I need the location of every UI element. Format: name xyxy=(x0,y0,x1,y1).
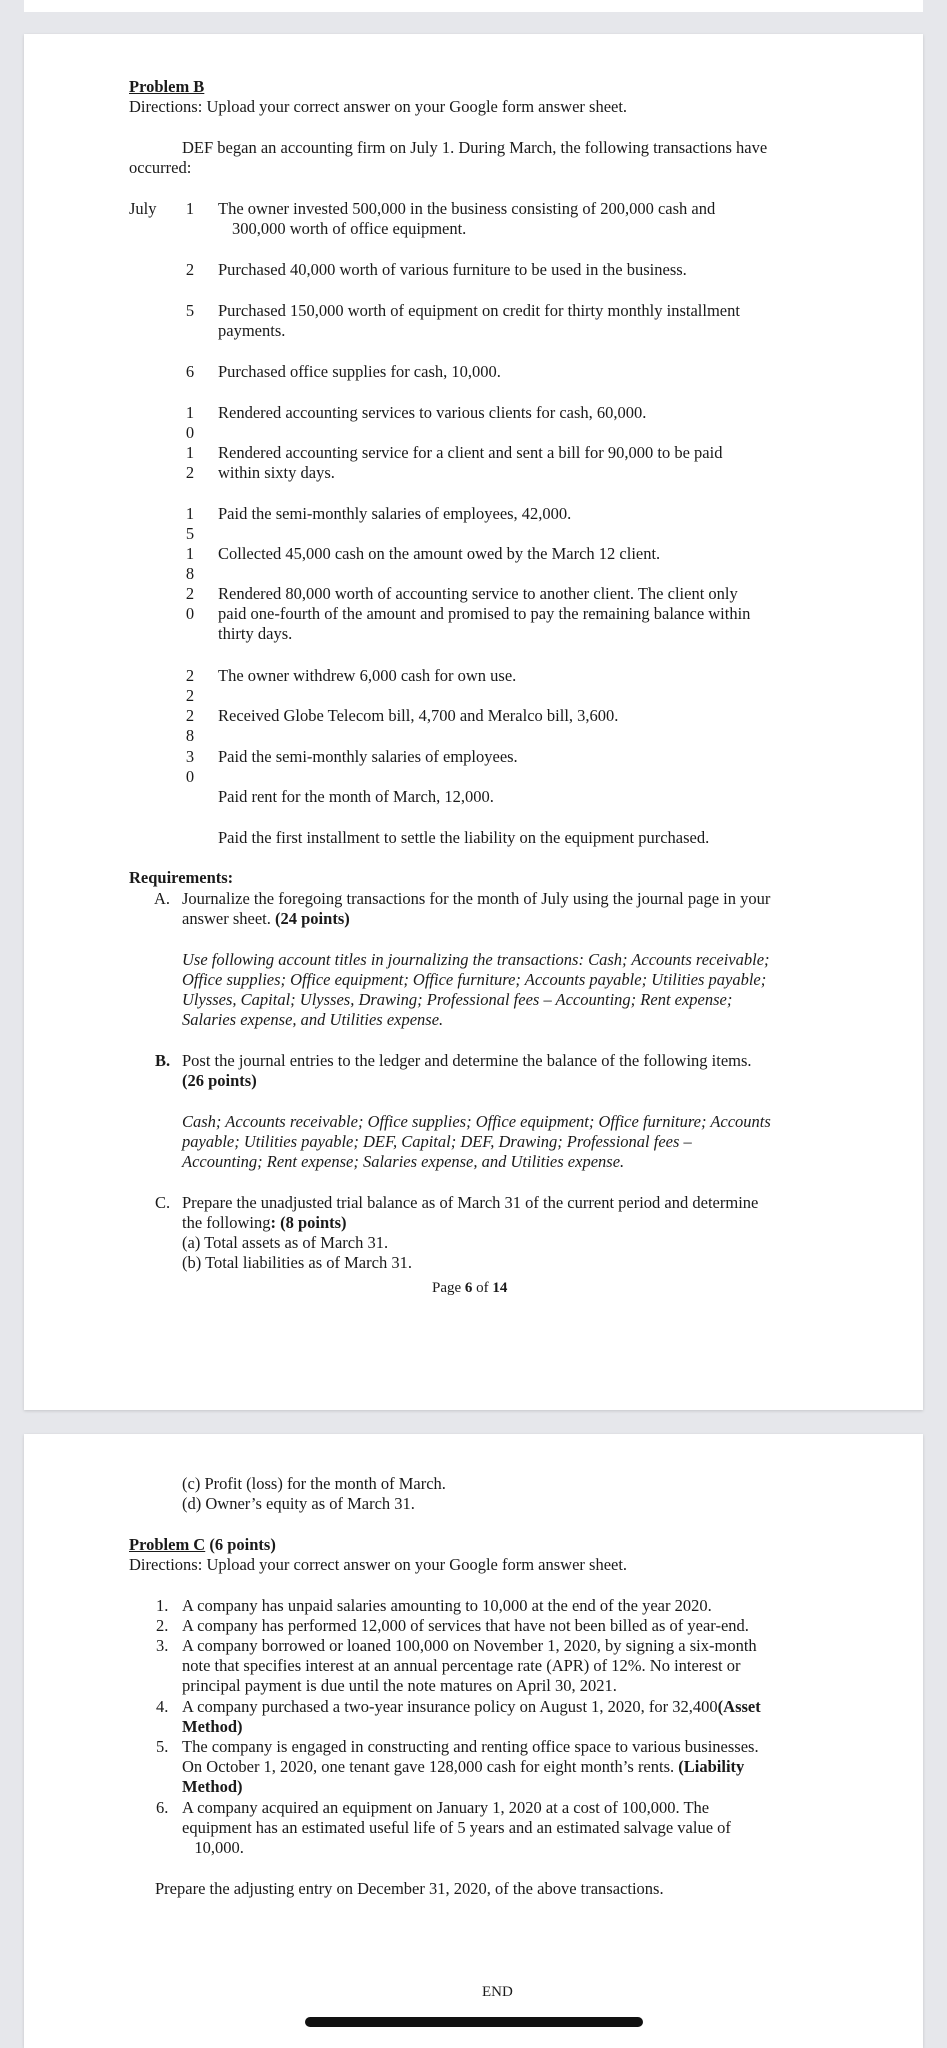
stacked-digit: 3 xyxy=(185,747,195,766)
intro-line-1: DEF began an accounting firm on July 1. During March, the following transactions have xyxy=(182,138,768,157)
item-text: A company acquired an equipment on January 1, 2020 at a cost of 100,000. The xyxy=(182,1798,710,1817)
transaction-text: Paid the semi-monthly salaries of employees. xyxy=(218,747,518,766)
item-text: A company borrowed or loaned 100,000 on November 1, 2020, by signing a six-month xyxy=(182,1636,757,1655)
item-text: equipment has an estimated useful life of 5 years and an estimated salvage value of xyxy=(182,1818,731,1837)
stacked-digit: 1 xyxy=(185,544,195,563)
day-number: 6 xyxy=(185,362,195,381)
transaction-text: Rendered accounting services to various clients for cash, 60,000. xyxy=(218,403,647,422)
req-c-item-a: (a) Total assets as of March 31. xyxy=(182,1233,389,1252)
transaction-text: payments. xyxy=(218,321,286,340)
stacked-digit: 2 xyxy=(185,686,195,705)
req-b-text: Post the journal entries to the ledger and determine the balance of the following items. xyxy=(182,1051,752,1070)
stacked-digit: 2 xyxy=(185,463,195,482)
transaction-text: Rendered 80,000 worth of accounting service to another client. The client only xyxy=(218,584,738,603)
req-b-accounts: Accounting; Rent expense; Salaries expense, and Utilities expense. xyxy=(182,1152,625,1171)
document-page-6 xyxy=(24,34,923,1410)
transaction-text: The owner withdrew 6,000 cash for own use. xyxy=(218,666,517,685)
stacked-digit: 5 xyxy=(185,524,195,543)
item-text: A company purchased a two-year insurance policy on August 1, 2020, for 32,400(Asset xyxy=(182,1697,761,1716)
day-number: 2 xyxy=(185,260,195,279)
stacked-digit: 8 xyxy=(185,726,195,745)
intro-line-2: occurred: xyxy=(129,158,192,177)
req-c-points: : (8 points) xyxy=(270,1213,347,1232)
req-c-letter: C. xyxy=(155,1193,171,1212)
transaction-text: Purchased 150,000 worth of equipment on credit for thirty monthly installment xyxy=(218,301,740,320)
transaction-text: Paid the first installment to settle the liability on the equipment purchased. xyxy=(218,828,710,847)
item-text: 10,000. xyxy=(182,1838,244,1857)
transaction-text: Collected 45,000 cash on the amount owed by the March 12 client. xyxy=(218,544,661,563)
req-c-text: the following: (8 points) xyxy=(182,1213,347,1232)
transaction-text: thirty days. xyxy=(218,624,293,643)
req-b-accounts: payable; Utilities payable; DEF, Capital; DEF, Drawing; Professional fees – xyxy=(182,1132,692,1151)
req-c-text: Prepare the unadjusted trial balance as of March 31 of the current period and determine xyxy=(182,1193,759,1212)
item-text: note that specifies interest at an annual percentage rate (APR) of 12%. No interest or xyxy=(182,1656,741,1675)
item-text: A company has performed 12,000 of services that have not been billed as of year-end. xyxy=(182,1616,749,1635)
stacked-digit: 1 xyxy=(185,504,195,523)
req-a-points: (24 points) xyxy=(275,909,350,928)
req-b-letter: B. xyxy=(155,1051,171,1070)
stacked-digit: 8 xyxy=(185,564,195,583)
transaction-text: Purchased office supplies for cash, 10,000. xyxy=(218,362,501,381)
problem-c-directions: Directions: Upload your correct answer on your Google form answer sheet. xyxy=(129,1555,628,1574)
item-text: On October 1, 2020, one tenant gave 128,000 cash for eight month’s rents. (Liability xyxy=(182,1757,745,1776)
stacked-digit: 2 xyxy=(185,666,195,685)
req-a-accounts: Use following account titles in journalizing the transactions: Cash; Accounts receivable; xyxy=(182,950,770,969)
stacked-digit: 0 xyxy=(185,604,195,623)
item-number: 6. xyxy=(156,1798,169,1817)
req-a-accounts: Salaries expense, and Utilities expense. xyxy=(182,1010,444,1029)
item-number: 5. xyxy=(156,1737,169,1756)
problem-b-title: Problem B xyxy=(129,77,205,96)
stacked-digit: 2 xyxy=(185,584,195,603)
item-number: 2. xyxy=(156,1616,169,1635)
req-a-text: Journalize the foregoing transactions for the month of July using the journal page in your xyxy=(182,889,771,908)
item-number: 3. xyxy=(156,1636,169,1655)
problem-c-title: Problem C (6 points) xyxy=(129,1535,276,1554)
item-text: A company has unpaid salaries amounting to 10,000 at the end of the year 2020. xyxy=(182,1596,712,1615)
item-text: Method) xyxy=(182,1777,243,1796)
req-a-letter: A. xyxy=(154,889,171,908)
transaction-text: Rendered accounting service for a client and sent a bill for 90,000 to be paid xyxy=(218,443,723,462)
req-a-text: answer sheet. (24 points) xyxy=(182,909,350,928)
req-b-points: (26 points) xyxy=(182,1071,257,1090)
req-c-item-d: (d) Owner’s equity as of March 31. xyxy=(182,1494,415,1513)
transaction-text: 300,000 worth of office equipment. xyxy=(232,219,467,238)
item-text: The company is engaged in constructing and renting office space to various businesses. xyxy=(182,1737,759,1756)
stacked-digit: 1 xyxy=(185,403,195,422)
transaction-text: Purchased 40,000 worth of various furniture to be used in the business. xyxy=(218,260,687,279)
req-c-item-c: (c) Profit (loss) for the month of March. xyxy=(182,1474,446,1493)
transaction-text: Paid the semi-monthly salaries of employees, 42,000. xyxy=(218,504,572,523)
transaction-text: paid one-fourth of the amount and promised to pay the remaining balance within xyxy=(218,604,751,623)
requirements-heading: Requirements: xyxy=(129,868,234,887)
page-number: Page 6 of 14 xyxy=(432,1280,508,1296)
day-number: 5 xyxy=(185,301,195,320)
stacked-digit: 0 xyxy=(185,767,195,786)
transaction-text: within sixty days. xyxy=(218,463,335,482)
req-c-item-b: (b) Total liabilities as of March 31. xyxy=(182,1253,412,1272)
stacked-digit: 0 xyxy=(185,423,195,442)
stacked-digit: 2 xyxy=(185,706,195,725)
item-number: 4. xyxy=(156,1697,169,1716)
item-text: Method) xyxy=(182,1717,243,1736)
document-page-7 xyxy=(24,1434,923,2048)
stacked-digit: 1 xyxy=(185,443,195,462)
item-number: 1. xyxy=(156,1596,169,1615)
transaction-text: Received Globe Telecom bill, 4,700 and Meralco bill, 3,600. xyxy=(218,706,619,725)
req-b-accounts: Cash; Accounts receivable; Office supplies; Office equipment; Office furniture; Accounts xyxy=(182,1112,771,1131)
end-marker: END xyxy=(482,1984,513,2000)
item-text: principal payment is due until the note matures on April 30, 2021. xyxy=(182,1676,617,1695)
closing-instruction: Prepare the adjusting entry on December 31, 2020, of the above transactions. xyxy=(155,1879,664,1898)
transaction-text: Paid rent for the month of March, 12,000. xyxy=(218,787,494,806)
day-number: 1 xyxy=(185,199,195,218)
month-label: July xyxy=(129,199,157,218)
problem-b-directions: Directions: Upload your correct answer on your Google form answer sheet. xyxy=(129,97,628,116)
home-indicator-bar[interactable] xyxy=(305,2017,643,2027)
previous-page-edge xyxy=(24,0,923,12)
req-a-accounts: Ulysses, Capital; Ulysses, Drawing; Professional fees – Accounting; Rent expense; xyxy=(182,990,733,1009)
req-a-accounts: Office supplies; Office equipment; Office furniture; Accounts payable; Utilities payable; xyxy=(182,970,767,989)
transaction-text: The owner invested 500,000 in the business consisting of 200,000 cash and xyxy=(218,199,716,218)
